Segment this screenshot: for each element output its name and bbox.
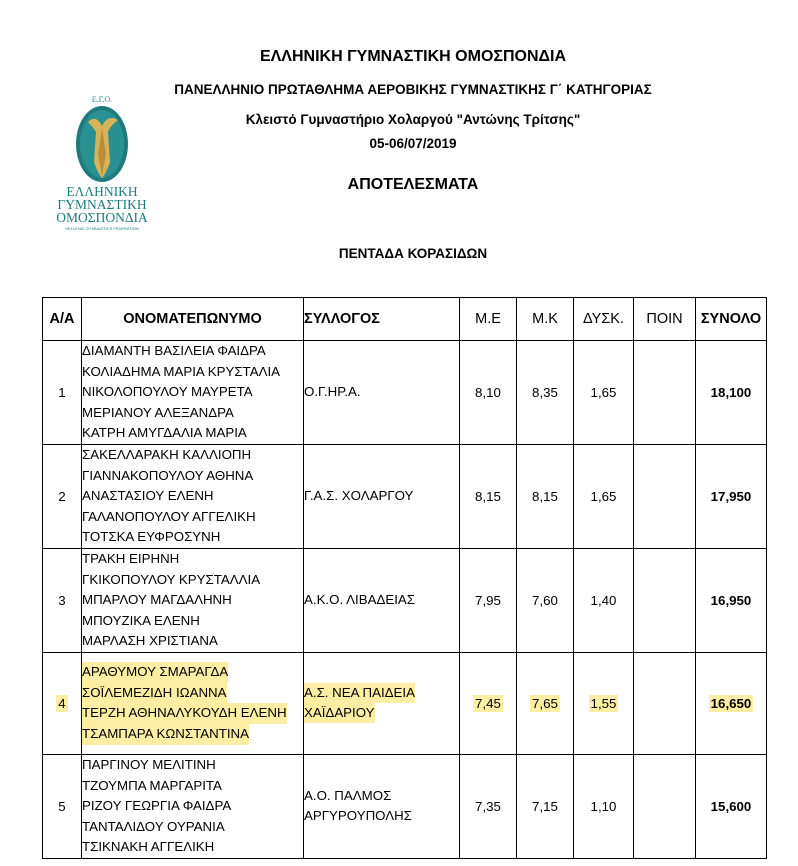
club-name-line: ΑΡΓΥΡΟΥΠΟΛΗΣ <box>304 808 412 824</box>
athlete-name: ΚΟΛΙΑΔΗΜΑ ΜΑΡΙΑ ΚΡΥΣΤΑΛΙΑ <box>82 363 281 379</box>
row-number <box>43 652 82 754</box>
score-me-value: 7,95 <box>475 592 501 608</box>
club-name-line: Γ.Α.Σ. ΧΟΛΑΡΓΟΥ <box>304 488 414 504</box>
score-total <box>696 652 767 754</box>
row-number <box>43 754 82 858</box>
score-total-value: 16,950 <box>710 592 752 608</box>
table-row <box>43 754 767 858</box>
athlete-names <box>82 754 304 858</box>
score-mk <box>517 341 574 445</box>
score-dysk-value: 1,40 <box>590 592 617 608</box>
athlete-names <box>82 548 304 652</box>
athlete-name: ΜΠΑΡΛΟΥ ΜΑΓΔΑΛΗΝΗ <box>82 592 232 608</box>
results-table <box>42 297 767 859</box>
logo-top-text: Ε.Γ.Ο. <box>91 95 113 104</box>
category-title: ΠΕΝΤΑΔΑ ΚΟΡΑΣΙΔΩΝ <box>338 246 488 261</box>
athlete-name: ΔΙΑΜΑΝΤΗ ΒΑΣΙΛΕΙΑ ΦΑΙΔΡΑ <box>82 343 266 358</box>
col-header-club: ΣΥΛΛΟΓΟΣ <box>304 298 460 341</box>
row-number-value: 5 <box>58 798 66 814</box>
athlete-name: ΜΕΡΙΑΝΟΥ ΑΛΕΞΑΝΔΡΑ <box>82 404 234 420</box>
score-mk <box>517 548 574 652</box>
score-me-value: 8,15 <box>475 488 501 504</box>
score-me <box>460 652 517 754</box>
club-name <box>304 548 460 652</box>
score-poin <box>634 444 696 548</box>
table-row <box>43 444 767 548</box>
athlete-name: ΚΑΤΡΗ ΑΜΥΓΔΑΛΙΑ ΜΑΡΙΑ <box>82 425 247 441</box>
club-name-line: Α.Κ.Ο. ΛΙΒΑΔΕΙΑΣ <box>304 592 415 608</box>
dates: 05-06/07/2019 <box>369 136 457 151</box>
results-title: ΑΠΟΤΕΛΕΣΜΑΤΑ <box>347 176 479 193</box>
col-header-poin: ΠΟΙΝ <box>634 298 696 341</box>
svg-text:HELLENIC GYMNASTICS FEDERATION: HELLENIC GYMNASTICS FEDERATION <box>65 226 139 231</box>
score-me-value: 8,10 <box>475 384 501 400</box>
athlete-name: ΝΙΚΟΛΟΠΟΥΛΟΥ ΜΑΥΡΕΤΑ <box>82 384 253 400</box>
athlete-name: ΤΣΑΜΠΑΡΑ ΚΩΝΣΤΑΝΤΙΝΑ <box>82 724 249 745</box>
score-total-value: 16,650 <box>710 695 752 711</box>
score-mk-value: 7,65 <box>532 695 558 711</box>
athlete-names <box>82 341 304 445</box>
row-number-value: 3 <box>58 592 66 608</box>
athlete-name: ΑΝΑΣΤΑΣΙΟΥ ΕΛΕΝΗ <box>82 488 214 504</box>
score-mk <box>517 444 574 548</box>
row-number <box>43 548 82 652</box>
athlete-names <box>82 652 304 754</box>
score-poin <box>634 548 696 652</box>
score-dysk <box>574 652 634 754</box>
score-mk <box>517 754 574 858</box>
athlete-name: ΤΟΤΣΚΑ ΕΥΦΡΟΣΥΝΗ <box>82 529 221 545</box>
row-number-value: 4 <box>58 695 66 711</box>
athlete-names <box>82 444 304 548</box>
score-dysk <box>574 548 634 652</box>
score-dysk-value: 1,10 <box>590 798 617 814</box>
club-name-line: Ο.Γ.ΗΡ.Α. <box>304 384 361 400</box>
score-dysk <box>574 444 634 548</box>
score-total <box>696 754 767 858</box>
table-header-row <box>43 298 767 341</box>
athlete-name: ΓΑΛΑΝΟΠΟΥΛΟΥ ΑΓΓΕΛΙΚΗ <box>82 508 256 524</box>
col-header-mk: Μ.Κ <box>517 298 574 341</box>
score-me-value: 7,45 <box>475 695 501 711</box>
col-header-me: Μ.Ε <box>460 298 517 341</box>
athlete-name: ΠΑΡΓΙΝΟΥ ΜΕΛΙΤΙΝΗ <box>82 756 216 772</box>
score-total <box>696 548 767 652</box>
score-dysk-value: 1,65 <box>590 488 617 504</box>
svg-text:ΓΥΜΝΑΣΤΙΚΗ: ΓΥΜΝΑΣΤΙΚΗ <box>57 197 147 212</box>
athlete-name: ΣΟΪΛΕΜΕΖΙΔΗ ΙΩΑΝΝΑ <box>82 683 227 704</box>
athlete-name: ΣΑΚΕΛΛΑΡΑΚΗ ΚΑΛΛΙΟΠΗ <box>82 446 252 462</box>
row-number-value: 1 <box>58 384 66 400</box>
row-number <box>43 444 82 548</box>
score-mk <box>517 652 574 754</box>
score-dysk-value: 1,65 <box>590 384 617 400</box>
col-header-dysk: ΔΥΣΚ. <box>574 298 634 341</box>
score-me <box>460 444 517 548</box>
row-number <box>43 341 82 445</box>
row-number-value: 2 <box>58 488 66 504</box>
athlete-name: ΤΣΙΚΝΑΚΗ ΑΓΓΕΛΙΚΗ <box>82 839 215 855</box>
table-row <box>43 652 767 754</box>
club-name <box>304 652 460 754</box>
score-poin <box>634 652 696 754</box>
athlete-name: ΜΑΡΛΑΣΗ ΧΡΙΣΤΙΑΝΑ <box>82 633 218 649</box>
athlete-name: ΡΙΖΟΥ ΓΕΩΡΓΙΑ ΦΑΙΔΡΑ <box>82 798 232 814</box>
club-name <box>304 754 460 858</box>
score-total <box>696 341 767 445</box>
club-name <box>304 444 460 548</box>
score-poin <box>634 341 696 445</box>
score-me <box>460 754 517 858</box>
col-header-name: ΟΝΟΜΑΤΕΠΩΝΥΜΟ <box>82 298 304 341</box>
svg-text:ΟΜΟΣΠΟΝΔΙΑ: ΟΜΟΣΠΟΝΔΙΑ <box>56 210 148 225</box>
score-me <box>460 341 517 445</box>
athlete-name: ΤΖΟΥΜΠΑ ΜΑΡΓΑΡΙΤΑ <box>82 777 222 793</box>
score-me-value: 7,35 <box>475 798 501 814</box>
club-name-line: ΧΑΪΔΑΡΙΟΥ <box>304 703 375 723</box>
club-name-line: Α.Ο. ΠΑΛΜΟΣ <box>304 788 392 804</box>
score-dysk <box>574 341 634 445</box>
score-total-value: 17,950 <box>710 488 752 504</box>
athlete-name: ΑΡΑΘΥΜΟΥ ΣΜΑΡΑΓΔΑ <box>82 662 228 683</box>
score-dysk-value: 1,55 <box>590 695 617 711</box>
score-poin <box>634 754 696 858</box>
score-dysk <box>574 754 634 858</box>
venue: Κλειστό Γυμναστήριο Χολαργού "Αντώνης Τρίτσης" <box>245 112 581 127</box>
score-mk-value: 8,15 <box>532 488 558 504</box>
score-me <box>460 548 517 652</box>
athlete-name: ΜΠΟΥΖΙΚΑ ΕΛΕΝΗ <box>82 612 200 628</box>
table-row <box>43 341 767 445</box>
athlete-name: ΤΕΡΖΗ ΑΘΗΝΑ <box>82 703 176 724</box>
federation-title: ΕΛΛΗΝΙΚΗ ΓΥΜΝΑΣΤΙΚΗ ΟΜΟΣΠΟΝΔΙΑ <box>259 48 567 65</box>
col-header-aa: Α/Α <box>43 298 82 341</box>
score-mk-value: 8,35 <box>532 384 558 400</box>
score-total-value: 15,600 <box>710 798 752 814</box>
score-mk-value: 7,15 <box>532 798 558 814</box>
club-name <box>304 341 460 445</box>
athlete-name: ΓΚΙΚΟΠΟΥΛΟΥ ΚΡΥΣΤΑΛΛΙΑ <box>82 571 261 587</box>
athlete-name: ΛΥΚΟΥΔΗ ΕΛΕΝΗ <box>176 703 287 724</box>
club-name-line: Α.Σ. ΝΕΑ ΠΑΙΔΕΙΑ <box>304 683 415 703</box>
championship-title: ΠΑΝΕΛΛΗΝΙΟ ΠΡΩΤΑΘΛΗΜΑ ΑΕΡΟΒΙΚΗΣ ΓΥΜΝΑΣΤΙΚΗΣ Γ΄ ΚΑΤΗΓΟΡΙΑΣ <box>174 82 652 97</box>
col-header-total: ΣΥΝΟΛΟ <box>696 298 767 341</box>
score-total-value: 18,100 <box>710 384 752 400</box>
score-total <box>696 444 767 548</box>
score-mk-value: 7,60 <box>532 592 558 608</box>
athlete-name: ΤΑΝΤΑΛΙΔΟΥ ΟΥΡΑΝΙΑ <box>82 818 225 834</box>
table-row <box>43 548 767 652</box>
svg-text:ΕΛΛΗΝΙΚΗ: ΕΛΛΗΝΙΚΗ <box>66 184 138 199</box>
athlete-name: ΓΙΑΝΝΑΚΟΠΟΥΛΟΥ ΑΘΗΝΑ <box>82 467 254 483</box>
athlete-name: ΤΡΑΚΗ ΕΙΡΗΝΗ <box>82 550 180 566</box>
